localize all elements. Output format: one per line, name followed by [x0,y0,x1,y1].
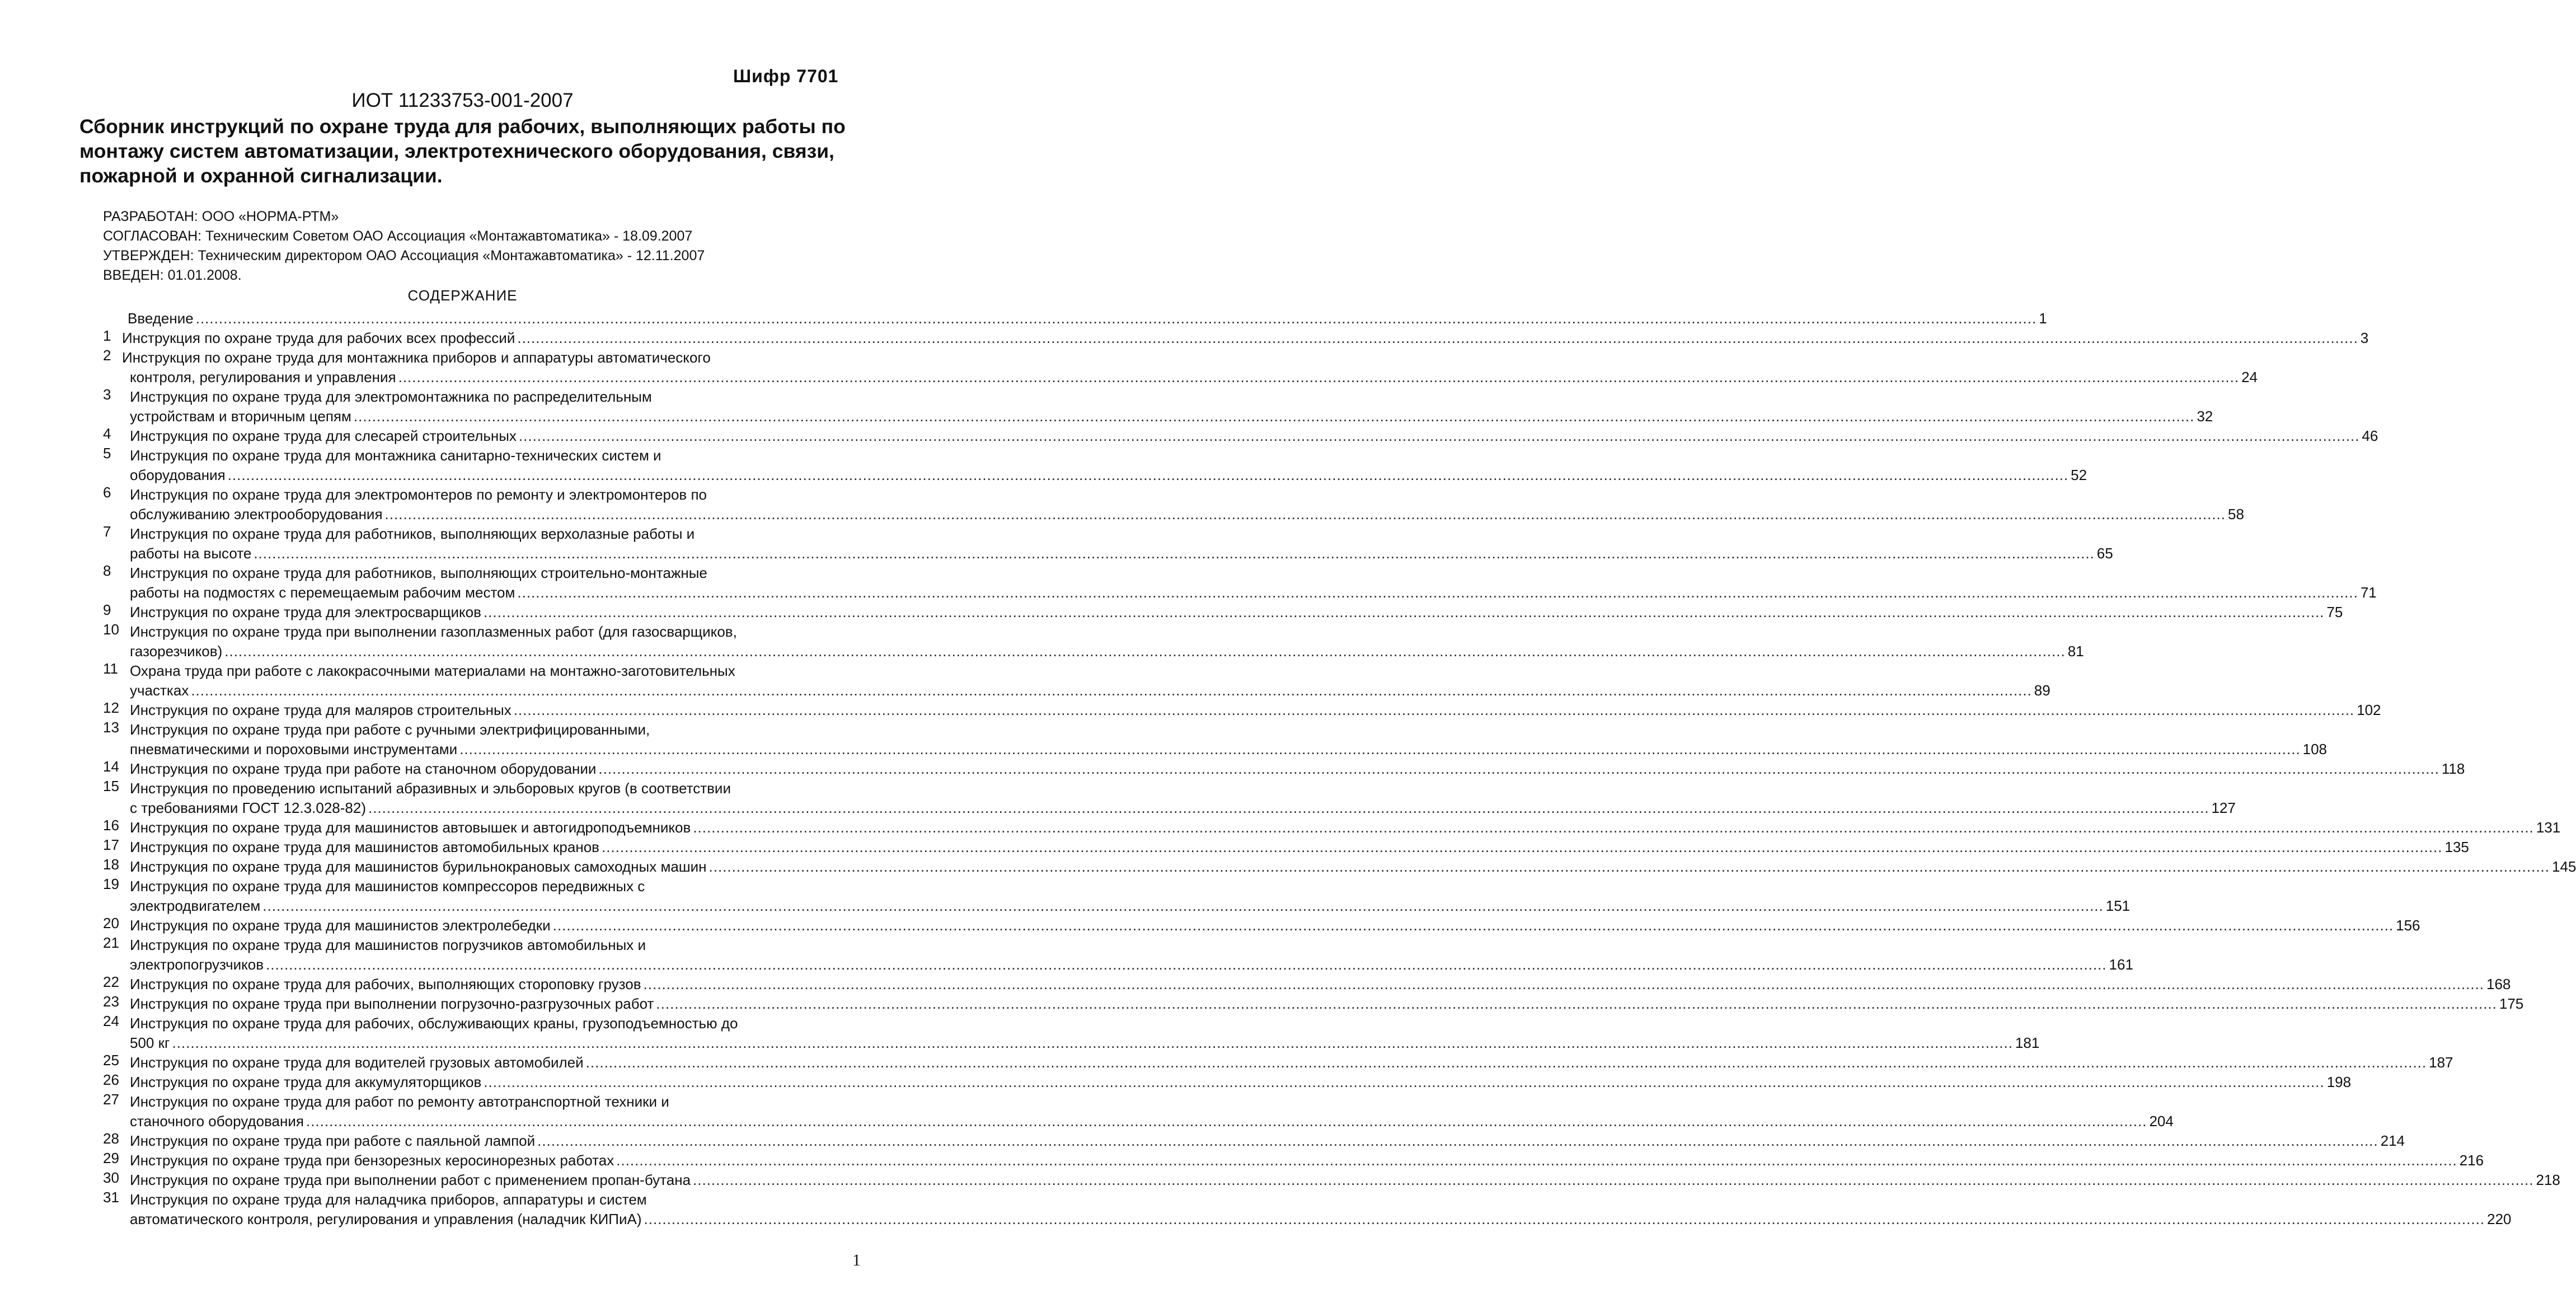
toc-entry-line [130,1013,738,1032]
toc-entry-page: 168 [2486,976,2511,992]
page-number: 1 [852,1251,861,1269]
toc-entry-title: контроля, регулирования и управления [130,369,396,385]
toc-entry-line [130,934,646,954]
toc-entry-line [130,621,737,641]
toc-entry-number: 1 [103,327,111,344]
toc-entry-line [130,504,2244,523]
toc-entry-page: 216 [2459,1152,2484,1169]
toc-entry-title: Инструкция по охране труда для машинистов бурильнокрановых самоходных машин [130,858,707,875]
toc-entry-page: 1 [2039,310,2047,327]
toc-entry-number: 21 [103,934,119,951]
toc-entry-page: 161 [2109,956,2133,973]
toc-entry-line [130,1189,647,1208]
toc-entry-line [130,680,2051,699]
toc-leader-dots: ................................................................................................................................................................................................................................................................................................................................................................................................................ [227,467,2069,483]
toc-leader-dots: ................................................................................................................................................................................................................................................................................................................................................................................................................ [368,799,2209,816]
toc-entry-title: Инструкция по проведению испытаний абразивных и эльборовых кругов (в соответствии [130,780,731,797]
toc-entry-title: электродвигателем [130,897,261,914]
toc-entry-title: Инструкция по охране труда для электросварщиков [130,604,481,620]
toc-entry-title: Инструкция по охране труда для рабочих, обслуживающих краны, грузоподъемностью до [130,1015,738,1032]
toc-leader-dots: ................................................................................................................................................................................................................................................................................................................................................................................................................ [254,545,2095,562]
toc-entry-line [130,1071,2352,1091]
toc-entry-number: 20 [103,915,119,931]
toc-entry-page: 198 [2326,1074,2352,1090]
toc-entry-title: Инструкция по охране труда при работе на станочном оборудовании [130,760,597,777]
toc-entry-page: 32 [2197,408,2213,425]
toc-entry-title: Инструкция по охране труда для маляров строительных [130,702,512,718]
toc-entry-title: Инструкция по охране труда для машинистов компрессоров передвижных с [130,878,645,895]
toc-leader-dots: ................................................................................................................................................................................................................................................................................................................................................................................................................ [643,976,2484,992]
toc-entry-number: 9 [103,601,111,618]
toc-entry-number: 31 [103,1189,119,1206]
approval-block [103,207,705,285]
toc-entry-line [122,327,2369,347]
developed-by: РАЗРАБОТАН: ООО «НОРМА-РТМ» [103,209,339,224]
toc-leader-dots: ................................................................................................................................................................................................................................................................................................................................................................................................................ [656,995,2497,1012]
toc-leader-dots: ................................................................................................................................................................................................................................................................................................................................................................................................................ [483,604,2325,620]
toc-entry-page: 65 [2096,545,2113,562]
toc-entry-page: 24 [2241,369,2258,385]
toc-leader-dots: ................................................................................................................................................................................................................................................................................................................................................................................................................ [552,917,2394,934]
toc-entry-line [130,1169,2560,1189]
toc-entry-title: Инструкция по охране труда при работе с ручными электрифицированными, [130,721,650,738]
toc-entry-title: Инструкция по охране труда для машинистов электролебедки [130,917,551,934]
toc-leader-dots: ................................................................................................................................................................................................................................................................................................................................................................................................................ [518,427,2360,444]
toc-entry-line [130,562,707,582]
toc-entry-page: 175 [2499,995,2524,1012]
toc-leader-dots: ................................................................................................................................................................................................................................................................................................................................................................................................................ [224,643,2066,660]
toc-entry-number: 6 [103,484,111,501]
toc-leader-dots: ................................................................................................................................................................................................................................................................................................................................................................................................................ [537,1132,2378,1149]
toc-entry-page: 127 [2211,799,2236,816]
toc-leader-dots: ................................................................................................................................................................................................................................................................................................................................................................................................................ [195,310,2037,327]
toc-entry-line [130,699,2381,719]
toc-entry-number: 15 [103,778,119,794]
toc-entry-line [130,425,2378,445]
introduced-date: ВВЕДЕН: 01.01.2008. [103,267,242,283]
toc-entry-line [130,817,2561,836]
toc-entry-page: 3 [2360,330,2369,346]
toc-entry-title: Инструкция по охране труда при выполнении погрузочно-разгрузочных работ [130,995,654,1012]
table-of-contents [0,308,2576,1236]
toc-entry-line [130,993,2524,1013]
toc-entry-page: 118 [2441,760,2465,777]
toc-leader-dots: ................................................................................................................................................................................................................................................................................................................................................................................................................ [708,858,2550,875]
toc-entry-page: 75 [2326,604,2343,620]
toc-entry-title: Инструкция по охране труда для рабочих всех профессий [122,330,515,346]
toc-entry-number: 11 [103,660,118,677]
toc-entry-line [130,738,2328,758]
toc-entry-page: 131 [2536,819,2561,836]
toc-entry-number: 29 [103,1150,119,1166]
toc-entry-title: Инструкция по охране труда при бензорезных керосинорезных работах [130,1152,614,1169]
toc-entry-number: 3 [103,386,111,403]
toc-entry-line [130,464,2087,484]
toc-entry-page: 145 [2551,858,2576,875]
document-title: Сборник инструкций по охране труда для рабочих, выполняющих работы по монтажу систем автоматизации, электротехнического оборудования, связи, пожарной и охранной сигнализации. [79,115,846,187]
toc-entry-page: 52 [2071,467,2087,483]
toc-entry-page: 220 [2486,1211,2512,1227]
toc-entry-number: 17 [103,836,119,853]
toc-entry-number: 23 [103,993,119,1010]
toc-entry-title: Инструкция по охране труда для машинистов погрузчиков автомобильных и [130,937,646,953]
toc-leader-dots: ................................................................................................................................................................................................................................................................................................................................................................................................................ [598,760,2439,777]
toc-entry-number: 26 [103,1071,119,1088]
toc-entry-page: 135 [2444,839,2469,855]
toc-entry-page: 214 [2380,1132,2405,1149]
toc-entry-title: пневматическими и пороховыми инструментами [130,741,458,757]
toc-entry-line [130,523,695,543]
toc-entry-title: работы на подмостях с перемещаемым рабочим местом [130,584,515,601]
toc-entry-line [130,719,650,738]
toc-entry-title: Инструкция по охране труда для водителей грузовых автомобилей [130,1054,584,1071]
toc-entry-title: Введение [128,310,194,327]
toc-leader-dots: ................................................................................................................................................................................................................................................................................................................................................................................................................ [644,1211,2485,1227]
toc-entry-title: Инструкция по охране труда для аккумуляторщиков [130,1074,482,1090]
toc-leader-dots: ................................................................................................................................................................................................................................................................................................................................................................................................................ [616,1152,2457,1169]
toc-entry-line [130,797,2236,817]
toc-entry-title: Инструкция по охране труда для наладчика приборов, аппаратуры и систем [130,1191,647,1208]
toc-entry-page: 108 [2302,741,2328,757]
toc-entry-page: 89 [2034,682,2051,699]
toc-entry-number: 14 [103,758,119,775]
toc-entry-line [130,778,731,797]
toc-entry-line [128,308,2047,327]
toc-leader-dots: ................................................................................................................................................................................................................................................................................................................................................................................................................ [693,1171,2534,1188]
toc-entry-number: 12 [103,699,119,716]
toc-entry-line [130,582,2377,601]
toc-leader-dots: ................................................................................................................................................................................................................................................................................................................................................................................................................ [191,682,2032,699]
toc-entry-line [130,1150,2484,1169]
toc-leader-dots: ................................................................................................................................................................................................................................................................................................................................................................................................................ [266,956,2107,973]
toc-leader-dots: ................................................................................................................................................................................................................................................................................................................................................................................................................ [459,741,2301,757]
toc-entry-title: работы на высоте [130,545,252,562]
toc-leader-dots: ................................................................................................................................................................................................................................................................................................................................................................................................................ [585,1054,2427,1071]
toc-entry-title: участках [130,682,189,699]
toc-entry-line [130,1052,2453,1071]
toc-entry-page: 102 [2357,702,2381,718]
toc-entry-title: Инструкция по охране труда при выполнении газоплазменных работ (для газосварщиков, [130,623,737,640]
toc-entry-title: электропогрузчиков [130,956,264,973]
toc-entry-number: 25 [103,1052,119,1069]
toc-entry-number: 5 [103,445,111,462]
toc-leader-dots: ................................................................................................................................................................................................................................................................................................................................................................................................................ [353,408,2195,425]
toc-entry-page: 81 [2067,643,2084,660]
toc-entry-title: Инструкция по охране труда для монтажника санитарно-технических систем и [130,447,661,464]
toc-entry-title: Инструкция по охране труда при выполнении работ с применением пропан-бутана [130,1171,691,1188]
toc-entry-line [130,445,661,464]
toc-entry-line [130,1032,2040,1052]
toc-entry-line [130,386,652,406]
toc-leader-dots: ................................................................................................................................................................................................................................................................................................................................................................................................................ [398,369,2240,385]
toc-entry-number: 24 [103,1013,119,1029]
toc-entry-line [130,758,2465,778]
toc-entry-number: 19 [103,876,119,892]
toc-entry-number: 18 [103,856,119,873]
toc-entry-line [130,660,735,680]
toc-leader-dots: ................................................................................................................................................................................................................................................................................................................................................................................................................ [484,1074,2325,1090]
toc-entry-number: 16 [103,817,119,834]
agreed-by: СОГЛАСОВАН: Техническим Советом ОАО Ассоциация «Монтажавтоматика» - 18.09.2007 [103,228,693,244]
toc-entry-number: 22 [103,973,119,990]
toc-entry-line [130,836,2469,856]
toc-entry-title: автоматического контроля, регулирования и управления (наладчик КИПиА) [130,1211,642,1227]
toc-entry-page: 58 [2228,506,2244,523]
toc-entry-title: обслуживанию электрооборудования [130,506,383,523]
toc-entry-title: Инструкция по охране труда для машинистов автомобильных кранов [130,839,599,855]
toc-entry-title: устройствам и вторичным цепям [130,408,351,425]
toc-entry-title: оборудования [130,467,226,483]
toc-entry-line [130,641,2084,660]
toc-entry-title: 500 кг [130,1034,170,1051]
toc-entry-line [130,484,707,504]
toc-entry-title: Инструкция по охране труда для работников, выполняющих верхолазные работы и [130,525,695,542]
toc-entry-page: 151 [2105,897,2131,914]
toc-leader-dots: ................................................................................................................................................................................................................................................................................................................................................................................................................ [517,584,2358,601]
toc-entry-title: Инструкция по охране труда для работников, выполняющих строительно-монтажные [130,564,707,581]
toc-entry-line [130,895,2131,915]
toc-entry-title: станочного оборудования [130,1113,304,1130]
toc-entry-number: 10 [103,621,119,638]
toc-entry-number: 13 [103,719,119,736]
toc-entry-page: 46 [2362,427,2378,444]
toc-leader-dots: ................................................................................................................................................................................................................................................................................................................................................................................................................ [262,897,2104,914]
toc-leader-dots: ................................................................................................................................................................................................................................................................................................................................................................................................................ [306,1113,2147,1130]
toc-entry-line [130,876,645,895]
toc-leader-dots: ................................................................................................................................................................................................................................................................................................................................................................................................................ [172,1034,2013,1051]
toc-entry-line [130,973,2511,993]
toc-entry-number: 27 [103,1091,119,1108]
toc-leader-dots: ................................................................................................................................................................................................................................................................................................................................................................................................................ [513,702,2355,718]
toc-entry-title: Инструкция по охране труда для монтажника приборов и аппаратуры автоматического [122,349,711,366]
toc-entry-page: 71 [2360,584,2377,601]
toc-entry-page: 204 [2149,1113,2174,1130]
toc-entry-title: газорезчиков) [130,643,223,660]
toc-entry-line [130,1208,2512,1228]
toc-entry-title: Охрана труда при работе с лакокрасочными материалами на монтажно-заготовительных [130,662,735,679]
toc-leader-dots: ................................................................................................................................................................................................................................................................................................................................................................................................................ [693,819,2534,836]
toc-entry-number: 2 [103,347,111,364]
toc-leader-dots: ................................................................................................................................................................................................................................................................................................................................................................................................................ [601,839,2443,855]
toc-entry-line [130,915,2420,934]
approved-by: УТВЕРЖДЕН: Техническим директором ОАО Ассоциация «Монтажавтоматика» - 12.11.2007 [103,248,705,264]
toc-entry-page: 181 [2015,1034,2040,1051]
toc-entry-line [130,543,2113,562]
toc-entry-page: 187 [2429,1054,2453,1071]
toc-entry-line [130,1091,669,1111]
toc-entry-title: Инструкция по охране труда для электромонтажника по распределительным [130,388,652,405]
toc-entry-number: 7 [103,523,111,540]
toc-entry-line [130,366,2258,386]
toc-entry-page: 156 [2396,917,2420,934]
toc-entry-title: Инструкция по охране труда для электромонтеров по ремонту и электромонтеров по [130,486,707,503]
toc-entry-line [130,601,2343,621]
toc-entry-line [130,406,2213,425]
toc-entry-line [130,954,2133,973]
document-code: ИОТ 11233753-001-2007 [351,90,574,111]
toc-entry-number: 30 [103,1169,119,1186]
toc-entry-title: Инструкция по охране труда для рабочих, выполняющих стороповку грузов [130,976,641,992]
toc-entry-title: с требованиями ГОСТ 12.3.028-82) [130,799,366,816]
toc-entry-title: Инструкция по охране труда для машинистов автовышек и автогидроподъемников [130,819,691,836]
toc-entry-title: Инструкция по охране труда для работ по ремонту автотранспортной техники и [130,1093,669,1110]
toc-leader-dots: ................................................................................................................................................................................................................................................................................................................................................................................................................ [517,330,2358,346]
toc-entry-line [130,1130,2405,1150]
document-cipher: Шифр 7701 [733,66,839,86]
toc-entry-page: 218 [2536,1171,2560,1188]
toc-entry-number: 4 [103,425,111,442]
toc-heading: СОДЕРЖАНИЕ [407,287,518,304]
toc-entry-line [130,1111,2174,1130]
toc-entry-line [122,347,711,366]
toc-entry-title: Инструкция по охране труда при работе с паяльной лампой [130,1132,536,1149]
toc-entry-number: 8 [103,562,111,579]
toc-entry-line [130,856,2576,876]
toc-entry-title: Инструкция по охране труда для слесарей строительных [130,427,517,444]
toc-entry-number: 28 [103,1130,119,1147]
toc-leader-dots: ................................................................................................................................................................................................................................................................................................................................................................................................................ [384,506,2226,523]
